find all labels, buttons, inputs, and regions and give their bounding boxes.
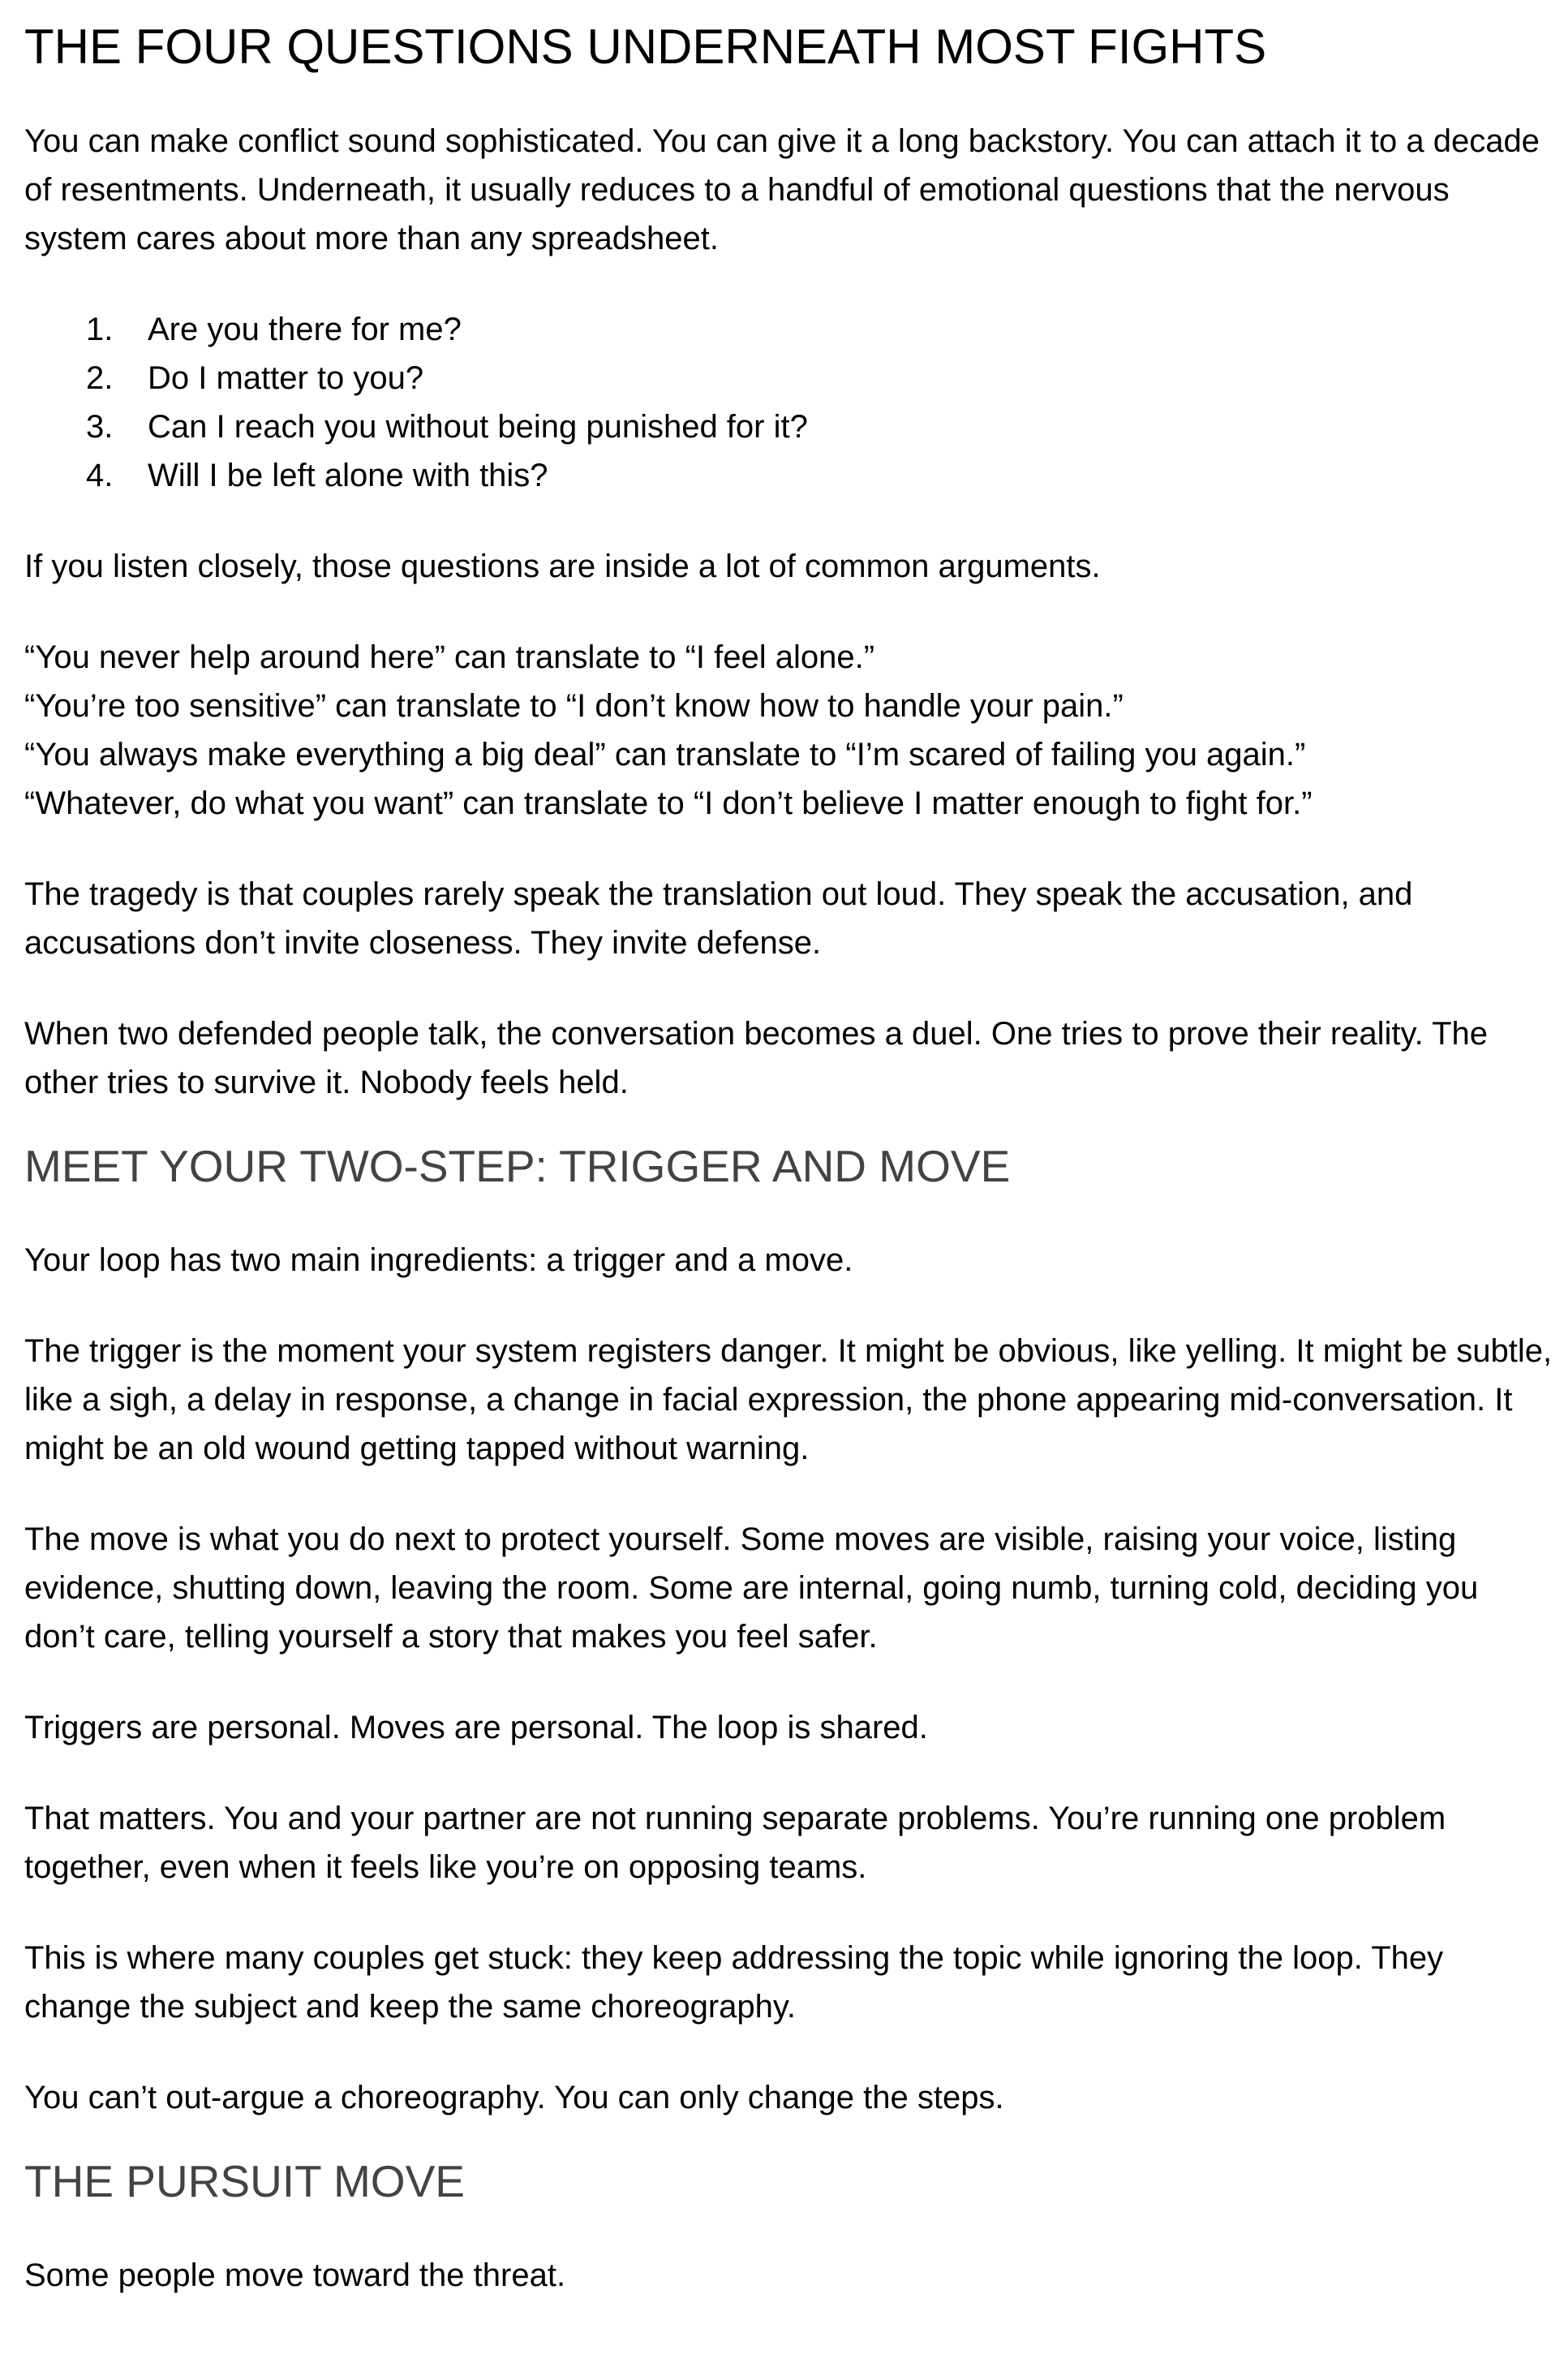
list-item: [24, 305, 1564, 354]
translation-line: “You’re too sensitive” can translate to “I don’t know how to handle your pain.”: [24, 688, 1124, 724]
list-item: [24, 402, 1564, 451]
body-paragraph: You can’t out-argue a choreography. You can only change the steps.: [24, 2080, 1004, 2115]
tragedy-paragraph: The tragedy is that couples rarely speak the translation out loud. They speak the accusation, and accusations don’t invite closeness. They invite defense.: [24, 876, 1413, 961]
list-number: 2.: [86, 360, 114, 396]
list-item-text: Are you there for me?: [148, 312, 462, 347]
translation-line: “You always make everything a big deal” can translate to “I’m scared of failing you again.”: [24, 737, 1306, 773]
body-paragraph: Some people move toward the threat.: [24, 2257, 566, 2293]
body-paragraph: The trigger is the moment your system registers danger. It might be obvious, like yelling. It might be subtle, like a sigh, a delay in response, a change in facial expression, the phone appearing mid-conversation. It might be an old wound getting tapped without warning.: [24, 1333, 1553, 1466]
list-item: [24, 354, 1564, 402]
duel-paragraph: When two defended people talk, the conversation becomes a duel. One tries to prove their reality. The other tries to survive it. Nobody feels held.: [24, 1016, 1489, 1100]
page-title: THE FOUR QUESTIONS UNDERNEATH MOST FIGHTS: [24, 19, 1267, 74]
list-number: 4.: [86, 458, 114, 493]
section-heading: MEET YOUR TWO-STEP: TRIGGER AND MOVE: [24, 1141, 1011, 1191]
list-item-text: Do I matter to you?: [148, 360, 424, 396]
list-number: 1.: [86, 312, 114, 347]
intro-paragraph: You can make conflict sound sophisticated. You can give it a long backstory. You can attach it to a decade of resentments. Underneath, it usually reduces to a handful of emotional questions that the nervous system cares about more than any spreadsheet.: [24, 123, 1540, 256]
body-paragraph: The move is what you do next to protect yourself. Some moves are visible, raising your voice, listing evidence, shutting down, leaving the room. Some are internal, going numb, turning cold, deciding you don’t care, telling yourself a story that makes you feel safer.: [24, 1521, 1479, 1655]
translation-line: “You never help around here” can translate to “I feel alone.”: [24, 639, 875, 675]
list-number: 3.: [86, 409, 114, 445]
body-paragraph: This is where many couples get stuck: they keep addressing the topic while ignoring the loop. They change the subject and keep the same choreography.: [24, 1940, 1444, 2025]
listen-paragraph: If you listen closely, those questions are inside a lot of common arguments.: [24, 549, 1101, 584]
questions-list: [24, 305, 1564, 500]
body-paragraph: Triggers are personal. Moves are personal. The loop is shared.: [24, 1710, 928, 1745]
body-paragraph: That matters. You and your partner are not running separate problems. You’re running one problem together, even when it feels like you’re on opposing teams.: [24, 1801, 1446, 1885]
translation-line: “Whatever, do what you want” can translate to “I don’t believe I matter enough to fight for.”: [24, 785, 1313, 821]
section-heading: THE PURSUIT MOVE: [24, 2156, 465, 2206]
list-item-text: Will I be left alone with this?: [148, 458, 548, 493]
body-paragraph: Your loop has two main ingredients: a trigger and a move.: [24, 1242, 853, 1278]
translations-block: [24, 633, 1564, 828]
list-item: [24, 451, 1564, 500]
list-item-text: Can I reach you without being punished for it?: [148, 409, 808, 445]
